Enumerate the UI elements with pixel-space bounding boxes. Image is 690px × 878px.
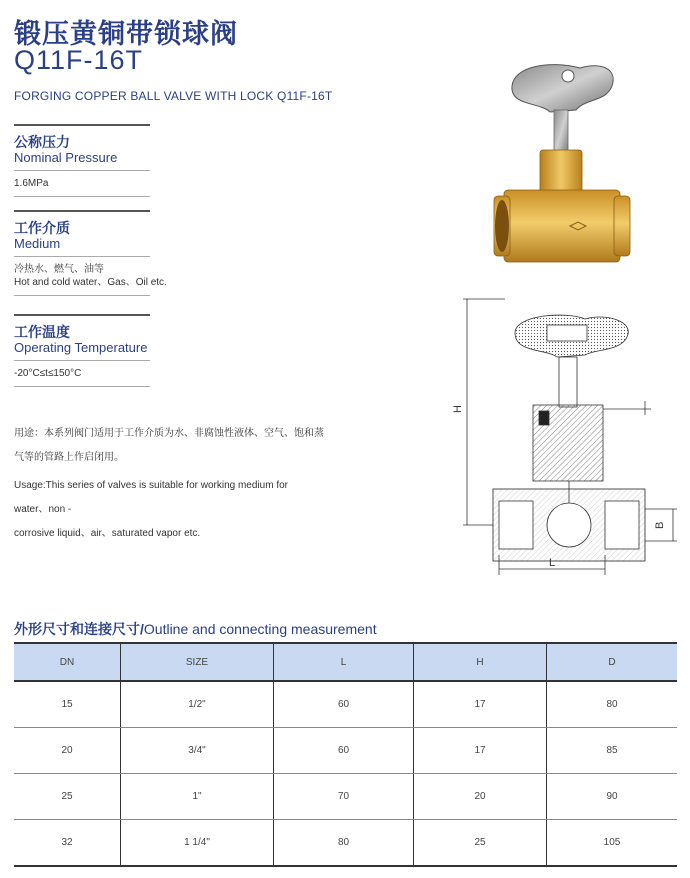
- table-title-en: Outline and connecting measurement: [143, 621, 377, 637]
- key-handle: [512, 65, 613, 158]
- table-cell: 105: [547, 820, 678, 867]
- table-cell: 80: [274, 820, 414, 867]
- table-cell: 32: [14, 820, 121, 867]
- spec-label-cn: 工作介质: [14, 220, 70, 236]
- column-header-h: H: [414, 643, 547, 681]
- table-cell: 20: [14, 728, 121, 774]
- table-cell: 1/2": [121, 681, 274, 728]
- product-title-en: FORGING COPPER BALL VALVE WITH LOCK Q11F-16T: [14, 89, 333, 103]
- table-cell: 17: [414, 728, 547, 774]
- table-cell: 70: [274, 774, 414, 820]
- table-cell: 1 1/4": [121, 820, 274, 867]
- spec-label-en: Operating Temperature: [14, 340, 148, 355]
- dimension-label-l: L: [549, 557, 556, 569]
- table-cell: 85: [547, 728, 678, 774]
- product-model: Q11F-16T: [14, 45, 144, 75]
- table-row: [14, 820, 677, 867]
- table-cell: 15: [14, 681, 121, 728]
- usage-cn-line: 用途：本系列阀门适用于工作介质为水、非腐蚀性液体、空气、饱和蒸: [14, 428, 324, 439]
- usage-en: [14, 474, 324, 546]
- table-row: [14, 681, 677, 728]
- spec-medium: [14, 210, 167, 296]
- table-cell: 25: [414, 820, 547, 867]
- spec-value: 1.6MPa: [14, 178, 49, 189]
- table-cell: 60: [274, 728, 414, 774]
- usage-cn-line: 气等的管路上作启闭用。: [14, 452, 124, 463]
- usage-en-line: Usage:This series of valves is suitable for working medium for water、non -: [14, 480, 288, 515]
- table-title: [14, 619, 377, 639]
- usage-en-line: corrosive liquid、air、saturated vapor etc.: [14, 528, 201, 539]
- valve-photo: [490, 58, 635, 273]
- table-cell: 17: [414, 681, 547, 728]
- table-cell: 60: [274, 681, 414, 728]
- table-cell: 1": [121, 774, 274, 820]
- dimension-label-h: H: [452, 405, 464, 413]
- column-header-dn: DN: [14, 643, 121, 681]
- table-cell: 3/4": [121, 728, 274, 774]
- product-title-cn: 锻压黄铜带锁球阀: [14, 19, 238, 49]
- column-header-size: SIZE: [121, 643, 274, 681]
- table-header-row: [14, 643, 677, 681]
- spec-value: -20°C≤t≤150°C: [14, 368, 82, 379]
- table-row: [14, 774, 677, 820]
- spec-value: 冷热水、燃气、油等: [14, 264, 104, 275]
- spec-operating-temperature: [14, 314, 150, 387]
- table-cell: 80: [547, 681, 678, 728]
- usage-cn: [14, 422, 324, 470]
- table-cell: 90: [547, 774, 678, 820]
- table-cell: 20: [414, 774, 547, 820]
- table-cell: 25: [14, 774, 121, 820]
- spec-label-cn: 工作温度: [14, 324, 70, 340]
- dimension-label-b: B: [654, 521, 666, 529]
- spec-nominal-pressure: [14, 124, 150, 197]
- column-header-l: L: [274, 643, 414, 681]
- column-header-d: D: [547, 643, 678, 681]
- spec-label-en: Nominal Pressure: [14, 150, 118, 165]
- table-row: [14, 728, 677, 774]
- spec-label-en: Medium: [14, 236, 61, 251]
- measurement-table: [14, 642, 677, 867]
- spec-value: Hot and cold water、Gas、Oil etc.: [14, 277, 167, 288]
- valve-technical-drawing: [452, 293, 683, 575]
- spec-label-cn: 公称压力: [14, 134, 70, 150]
- table-title-cn: 外形尺寸和连接尺寸/: [14, 621, 144, 637]
- valve-body: [494, 150, 630, 262]
